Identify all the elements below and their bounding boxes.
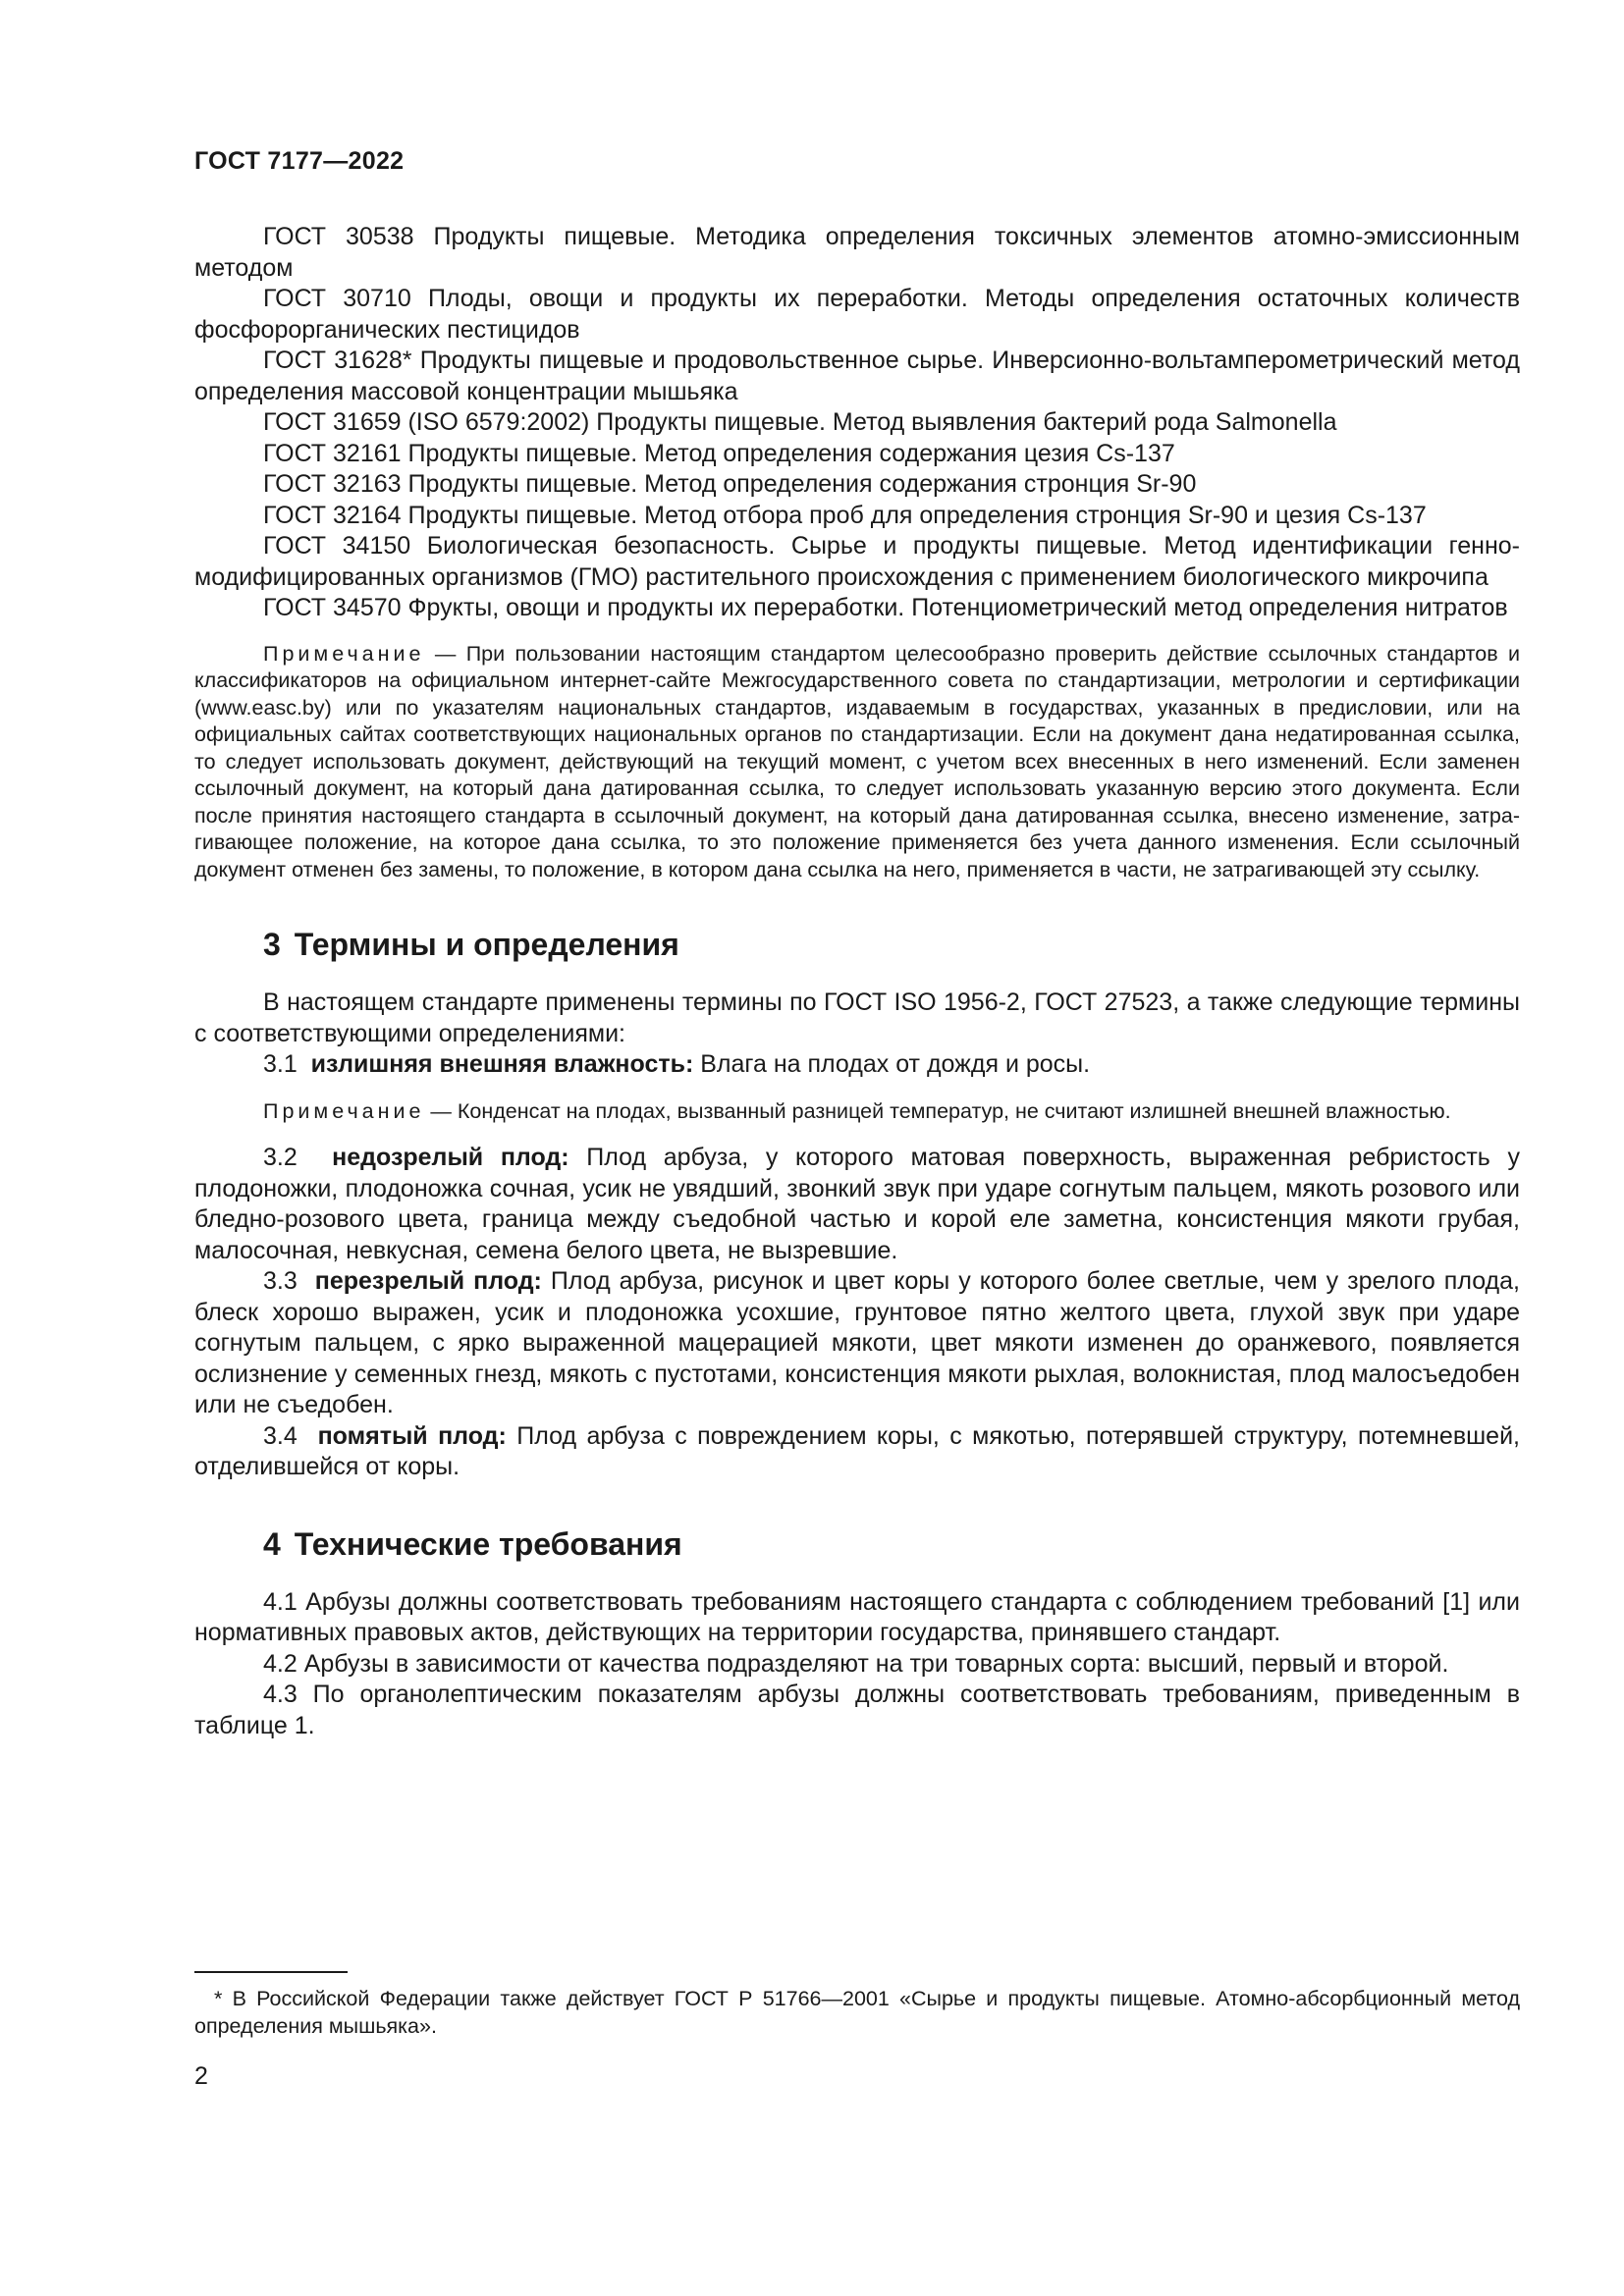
term-note [194, 1098, 1520, 1126]
term-definition: Влага на плодах от дождя и росы. [693, 1050, 1091, 1078]
term-3-1 [194, 1049, 1520, 1081]
section-title: Технические требования [294, 1525, 682, 1562]
term-name: излишняя внешняя влажность: [310, 1050, 694, 1078]
reference-item: ГОСТ 32163 Продукты пищевые. Метод определения содержания стронция Sr-90 [263, 470, 1197, 498]
reference-item: ГОСТ 30538 Продукты пищевые. Методика определения токсичных элементов атомно-эмиссионным методом [194, 223, 1520, 282]
term-number: 3.3 [263, 1267, 298, 1295]
footnote-separator [194, 1971, 348, 1973]
document-header: ГОСТ 7177—2022 [194, 147, 405, 175]
reference-item: ГОСТ 32161 Продукты пищевые. Метод определения содержания цезия Cs-137 [263, 439, 1175, 467]
section-title: Термины и определения [294, 927, 679, 962]
section-number: 3 [263, 927, 281, 962]
page-number: 2 [194, 2062, 208, 2090]
term-3-2 [194, 1143, 1520, 1266]
reference-item: ГОСТ 31659 (ISO 6579:2002) Продукты пищевые. Метод выявления бактерий рода Salmonella [263, 408, 1337, 436]
references-note [194, 641, 1520, 884]
term-name: помятый плод: [317, 1421, 507, 1450]
term-number: 3.1 [263, 1050, 298, 1078]
note-text: — Конденсат на плодах, вызванный разницей температур, не считают излишней внешней влажностью. [424, 1098, 1451, 1123]
section-4-heading [194, 1526, 1520, 1563]
section-number: 4 [263, 1525, 281, 1562]
footnote: * В Российской Федерации также действует ГОСТ Р 51766—2001 «Сырье и продукты пищевые. Атомно-абсорбционный метод определения мышьяка». [194, 1987, 1520, 2038]
clause-4-3: 4.3 По органолептическим показателям арбузы должны соответствовать требованиям, приведенным в таблице 1. [194, 1681, 1520, 1739]
clause-4-2: 4.2 Арбузы в зависимости от качества подразделяют на три товарных сорта: высший, первый и второй. [263, 1649, 1449, 1678]
term-number: 3.2 [263, 1144, 298, 1171]
clause-4-1: 4.1 Арбузы должны соответствовать требованиям настоящего стандарта с соблюдением требований [1] или нормативных правовых актов, действующих на территории государства, принявшего стандарт. [194, 1587, 1520, 1646]
note-label: Примечание [263, 641, 425, 666]
reference-item: ГОСТ 34150 Биологическая безопасность. Сырье и продукты пищевые. Метод идентификации генно-модифицированных организмов (ГМО) растительного происхождения с применением биологического микрочипа [194, 532, 1520, 591]
term-name: перезрелый плод: [314, 1267, 542, 1295]
term-number: 3.4 [263, 1421, 298, 1450]
page-content [194, 222, 1520, 1741]
term-definition: Плод арбуза с повреждением коры, с мякотью, потерявшей структуру, потемневшей, отделившейся от коры. [194, 1421, 1520, 1480]
term-3-3 [194, 1266, 1520, 1421]
reference-item: ГОСТ 34570 Фрукты, овощи и продукты их переработки. Потенциометрический метод определения нитратов [263, 594, 1508, 621]
normative-references-list [194, 222, 1520, 624]
note-text: — При пользовании настоящим стандартом целесообразно проверить действие ссылочных стандартов и классификаторов на официальном интернет-сайте Межгосударственного совета по стандартизации, метрологии и сертификации (www.easc.by) или по указателям национальных стандартов, издаваемым в государствах, указанных в предисловии, или на официальных сайтах соответствующих национальных органов по стандартизации. Если на документ дана недатированная ссылка, то следует использовать документ, действующий на текущий момент, с учетом всех внесенных в него изменений. Если заменен ссылочный документ, на который дана датированная ссылка, то следует использовать указанную версию этого документа. Если после принятия настоящего стандарта в ссылочный документ, на который дана датированная ссылка, внесено изменение, затрагивающее положение, на которое дана ссылка, то это положение применяется без учета данного изменения. Если ссылочный документ отменен без замены, то положение, в котором дана ссылка на него, применяется в части, не затрагивающей эту ссылку. [194, 641, 1520, 881]
section-3-heading [194, 927, 1520, 963]
reference-item: ГОСТ 30710 Плоды, овощи и продукты их переработки. Методы определения остаточных количеств фосфорорганических пестицидов [194, 285, 1520, 344]
term-name: недозрелый плод: [332, 1144, 569, 1171]
term-3-4 [194, 1421, 1520, 1483]
term-definition: Плод арбуза, рисунок и цвет коры у которого более светлые, чем у зрелого плода, блеск хорошо выражен, усик и плодоножка усохшие, грунтовое пятно желтого цвета, глухой звук при ударе согнутым пальцем, с ярко выраженной мацерацией мякоти, цвет мякоти изменен до оранжевого, появляется ослизнение у семенных гнезд, мякоть с пустотами, консистенция мякоти рыхлая, волокнистая, плод малосъедобен или не съедобен. [194, 1267, 1520, 1418]
reference-item: ГОСТ 31628* Продукты пищевые и продовольственное сырье. Инверсионно-вольтамперометрический метод определения массовой концентрации мышьяка [194, 347, 1520, 405]
note-label: Примечание [263, 1098, 425, 1123]
reference-item: ГОСТ 32164 Продукты пищевые. Метод отбора проб для определения стронция Sr-90 и цезия Cs-137 [263, 501, 1427, 529]
section-3-intro: В настоящем стандарте применены термины по ГОСТ ISO 1956-2, ГОСТ 27523, а также следующие термины с соответствующими определениями: [194, 988, 1520, 1047]
term-definition: Плод арбуза, у которого матовая поверхность, выраженная ребристость у плодоножки, плодоножка сочная, усик не увядший, звонкий звук при ударе согнутым пальцем, мякоть розового или бледно-розового цвета, граница между съедобной частью и корой еле заметна, консистенция мякоти грубая, малосочная, невкусная, семена белого цвета, не вызревшие. [194, 1144, 1520, 1264]
